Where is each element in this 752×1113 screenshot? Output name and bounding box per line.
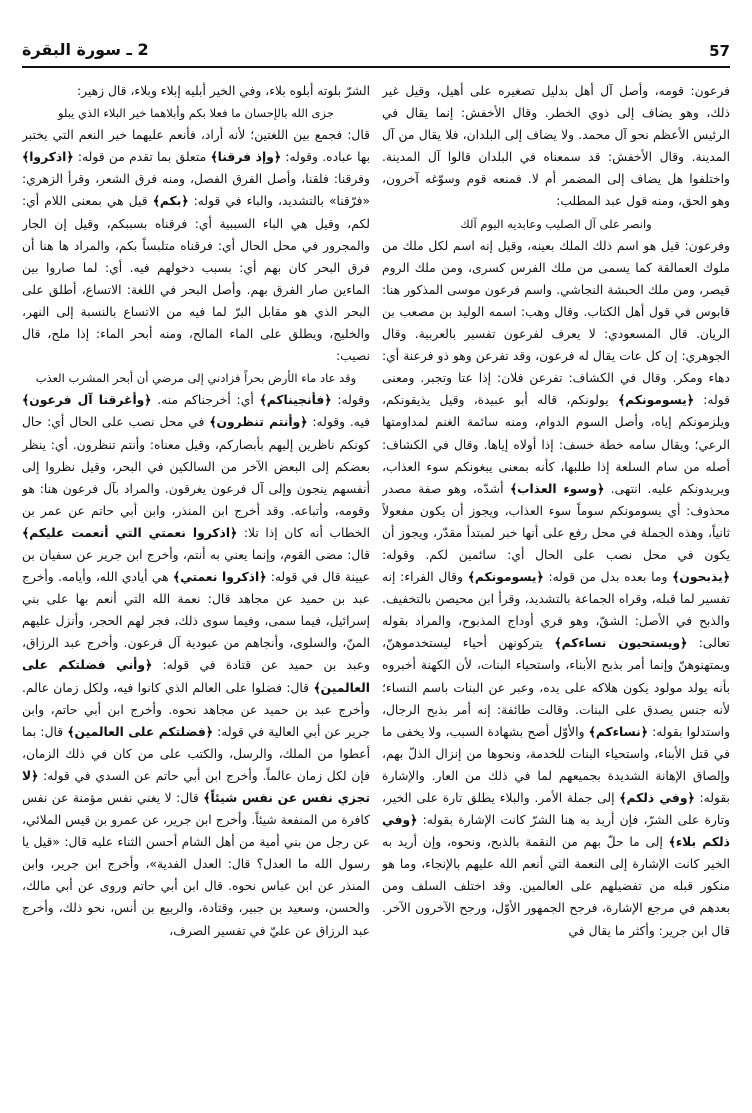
- surah-title: 2 ـ سورة البقرة: [22, 40, 149, 59]
- quran-quote: ﴿ويستحيون نساءكم﴾: [554, 636, 688, 651]
- quran-quote: ﴿يسومونكم﴾: [617, 393, 694, 408]
- paragraph: وقوله: ﴿فأنجيناكم﴾ أي: أخرجناكم منه. ﴿وأغرقنا آل فرعون﴾ فيه. وقوله: ﴿وأنتم تنظرون﴾ في محل نصب على الحال أي: حال كونكم ناظرين إليهم بأبصاركم، وقيل معناه: وأنتم تنظرون. أي: ينظر بعضكم إلى البعض الآخر من السالكين في البحر، وقيل نظروا إلى أنفسهم ينجون وإلى آل فرعون يغرقون. والمراد بآل فرعون هنا: هو وقومه، وأتباعه. وقد أخرج ابن المنذر، وابن أبي حاتم عن عمر بن الخطاب أنه كان إذا تلا: ﴿اذكروا نعمتي التي أنعمت عليكم﴾ قال: مضى القوم، وإنما يعني به أنتم، وأخرج ابن جرير عن سفيان بن عيينة قال في قوله: ﴿اذكروا نعمتي﴾ هي أيادي الله، وأيامه. وأخرج عبد بن حميد عن مجاهد قال: نعمة الله التي أنعم بها على بني إسرائيل، فيما سمى، وفيما سوى ذلك، فجر لهم الحجر، وأنزل عليهم المنّ، والسلوى، وأنجاهم من عبودية آل فرعون. وأخرج عبد الرزاق، وعبد بن حميد عن قتادة في قوله: ﴿وأني فضلتكم على العالمين﴾ قال: فضلوا على العالم الذي كانوا فيه، ولكل زمان عالم. وأخرج عبد بن حميد عن مجاهد نحوه. وأخرج ابن أبي حاتم، وابن جرير عن أبي العالية في قوله: ﴿فضلتكم على العالمين﴾ قال: بما أعطوا من الملك، والرسل، والكتب على من كان في ذلك الزمان، فإن لكل زمان عالماً. وأخرج ابن أبي حاتم عن السدي في قوله: ﴿لا تجزي نفس عن نفس شيئاً﴾ قال: لا يغني نفس مؤمنة عن نفس كافرة من المنفعة شيئاً. وأخرج ابن جرير، عن عمرو بن قيس الملائي، عن رجل من بني أمية من أهل الشام أحسن الثناء عليه قال: «قيل يا رسول الله ما العدل؟ قال: العدل الفدية»، وأخرج ابن جرير، وابن المنذر عن ابن عباس نحوه. قال ابن أبي حاتم وروى عن أبي مالك، والحسن، وسعيد بن جبير، وقتادة، والربيع بن أنس، نحو ذلك، وأخرج عبد الرزاق عن عليّ في تفسير الصرف،: [22, 393, 370, 938]
- quran-quote: ﴿اذكروا﴾: [22, 150, 74, 165]
- quran-quote: ﴿يذبحون﴾: [672, 570, 730, 585]
- poetry-verse: وقد عاد ماء الأرض بحراً فزادني إلى مرضي أن أبحر المشرب العذب: [35, 371, 357, 386]
- page-header: [22, 38, 730, 68]
- paragraph: فرعون: قومه، وأصل آل أهل بدليل تصغيره على أهيل، وقيل غير ذلك، وهو يضاف إلى ذوي الخطر. وقال الأخفش: إنما يقال في الرئيس الأعظم نحو آل محمد. ولا يضاف إلى البلدان، فلا يقال من آل المدينة. وقال الأخفش: قد سمعناه في البلدان قالوا آل المدينة. واختلفوا هل يضاف إلى المضمر أم لا. فمنعه قوم وسوّغه آخرون، وهو الحق، ومنه قول عبد المطلب:: [382, 84, 730, 209]
- poetry-verse: جزى الله بالإحسان ما فعلا بكم وأبلاهما خير البلاء الذي يبلو: [57, 106, 335, 121]
- quran-quote: ﴿اذكروا نعمتي﴾: [172, 570, 267, 585]
- quran-quote: ﴿يسومونكم﴾: [467, 570, 544, 585]
- right-column: [382, 80, 730, 1090]
- quran-quote: ﴿فأنجيناكم﴾: [259, 393, 332, 408]
- quran-quote: ﴿وفي ذلكم بلاء﴾: [382, 813, 730, 850]
- quran-quote: ﴿فضلتكم على العالمين﴾: [67, 724, 213, 739]
- quran-quote: ﴿لا تجزي نفس عن نفس شيئاً﴾: [22, 768, 370, 805]
- quran-quote: ﴿وسوء العذاب﴾: [509, 481, 605, 496]
- quran-quote: ﴿وأنتم تنظرون﴾: [209, 415, 308, 430]
- quran-quote: ﴿بكم﴾: [152, 194, 189, 209]
- paragraph: وفرعون: قيل هو اسم ذلك الملك بعينه، وقيل إنه اسم لكل ملك من ملوك العمالقة كما يسمى من ملك الفرس كسرى، ومن ملك الروم قيصر، ومن ملك الحبشة النجاشي. واسم فرعون موسى المذكور هنا: قابوس في قول أهل الكتاب. وقال وهب: اسمه الوليد بن مصعب بن الريان. قال المسعودي: لا يعرف لفرعون تفسير بالعربية. وقال الجوهري: إن كل عات يقال له فرعون، وقد تفرعن وهو ذو فرعنة أي: دهاء ومكر. وقال في الكشاف: تفرعن فلان: إذا عتا وتجبر. ومعنى قوله: ﴿يسومونكم﴾ يولونكم، قاله أبو عبيدة، وقيل يذيقونكم، ويلزمونكم إياه، وأصل السوم الدوام، ومنه سائمة الغنم لمداومتها الرعي؛ ويقال سامه خطة خسف: إذا أولاه إياها. وقال في الكشاف: أصله من سام السلعة إذا طلبها، كأنه بمعنى يبغونكم سوء العذاب، ويريدونكم عليه. انتهى. ﴿وسوء العذاب﴾ أشدّه، وهو صفة مصدر محذوف: أي يسومونكم سوماً سوء العذاب، ويجوز أن يكون مفعولاً ثانياً، وهذه الجملة في محل رفع على أنها خبر لمبتدأ مقدّر، ويجوز أن يكون في محل نصب على الحال أي: سائمين لكم. وقوله: ﴿يذبحون﴾ وما بعده بدل من قوله: ﴿يسومونكم﴾ وقال الفراء: إنه تفسير لما قبله، وقراه الجماعة بالتشديد، وقرأ ابن محيصن بالتخفيف. والذبح في الأصل: الشقّ، وهو فري أوداج المذبوح، والمراد بقوله تعالى: ﴿ويستحيون نساءكم﴾ يتركونهن أحياء ليستخدموهنّ، ويمتهنوهنّ وإنما أمر بذبح الأبناء، واستحياء البنات، لأن الكهنة أخبروه بأنه يولد مولود يكون هلاكه على يده، وعبر عن البنات باسم النساء؛ لأنه جنس يصدق على البنات. وقالت طائفة: إنه أمر بذبح الرجال، واستدلوا بقوله: ﴿نساءكم﴾ والأوّل أصح بشهادة السبب، ولا يخفى ما في قتل الأبناء، واستحياء البنات للخدمة، ونحوها من إنزال الذلّ بهم، وإلصاق الإهانة الشديدة بجميعهم لما في ذلك من العار. والإشارة بقوله: ﴿وفي ذلكم﴾ إلى جملة الأمر. والبلاء يطلق تارة على الخير، وتارة على الشرّ، فإن أريد به هنا الشرّ كانت الإشارة بقوله: ﴿وفي ذلكم بلاء﴾ إلى ما حلّ بهم من النقمة بالذبح، ونحوه، وإن أريد به الخير كانت الإشارة إلى النعمة التي أنعم الله عليهم بالإنجاء، وما هو منكور قبله من تفضيلهم على العالمين. وقد اختلف السلف ومن بعدهم في مرجع الإشارة، فرجح الجمهور الأوّل، ورجح الآخرون الآخر. قال ابن جرير: وأكثر ما يقال في: [382, 238, 730, 938]
- quran-quote: ﴿وأني فضلتكم على العالمين﴾: [22, 658, 370, 695]
- paragraph: قال: فجمع بين اللغتين؛ لأنه أراد، فأنعم عليهما خير النعم التي يختبر بها عباده. وقوله: ﴿وإذ فرقنا﴾ متعلق بما تقدم من قوله: ﴿اذكروا﴾ وفرقنا: فلقنا، وأصل الفرق الفصل، ومنه فرق الشعر، وقرأ الزهري: «فرّقنا» بالتشديد، والباء في قوله: ﴿بكم﴾ قيل هي بمعنى اللام أي: لكم، وقيل هي الباء السببية أي: فرقناه بسببكم، وقيل إن الجار والمجرور في محل الحال أي: فرقناه متلبساً بكم، والمراد ها هنا أن فرق البحر كان بهم أي: بسبب دخولهم فيه. أي: لما صاروا بين الماءين صار الفرق بهم. وأصل البحر في اللغة: الاتساع، أطلق على البحر الذي هو مقابل البرّ لما فيه من الاتساع بالنسبة إلى النهر، والخليج، ويطلق على الماء المالح، ومنه أبحر الماء: إذا ملح، قال نصيب:: [22, 128, 370, 364]
- poetry-verse: وانصر على آل الصليب وعابديه اليوم آلك: [460, 216, 652, 231]
- quran-quote: ﴿وإذ فرقنا﴾: [210, 150, 282, 165]
- page-number: 57: [709, 42, 730, 60]
- left-column: [22, 80, 370, 1090]
- quran-quote: ﴿وأغرقنا آل فرعون﴾: [22, 393, 152, 408]
- quran-quote: ﴿اذكروا نعمتي التي أنعمت عليكم﴾: [22, 525, 238, 540]
- quran-quote: ﴿وفي ذلكم﴾: [619, 791, 695, 805]
- quran-quote: ﴿نساءكم﴾: [588, 724, 648, 739]
- paragraph: الشرّ بلوته أبلوه بلاء، وفي الخير أبليه إبلاء وبلاء، قال زهير:: [77, 84, 370, 98]
